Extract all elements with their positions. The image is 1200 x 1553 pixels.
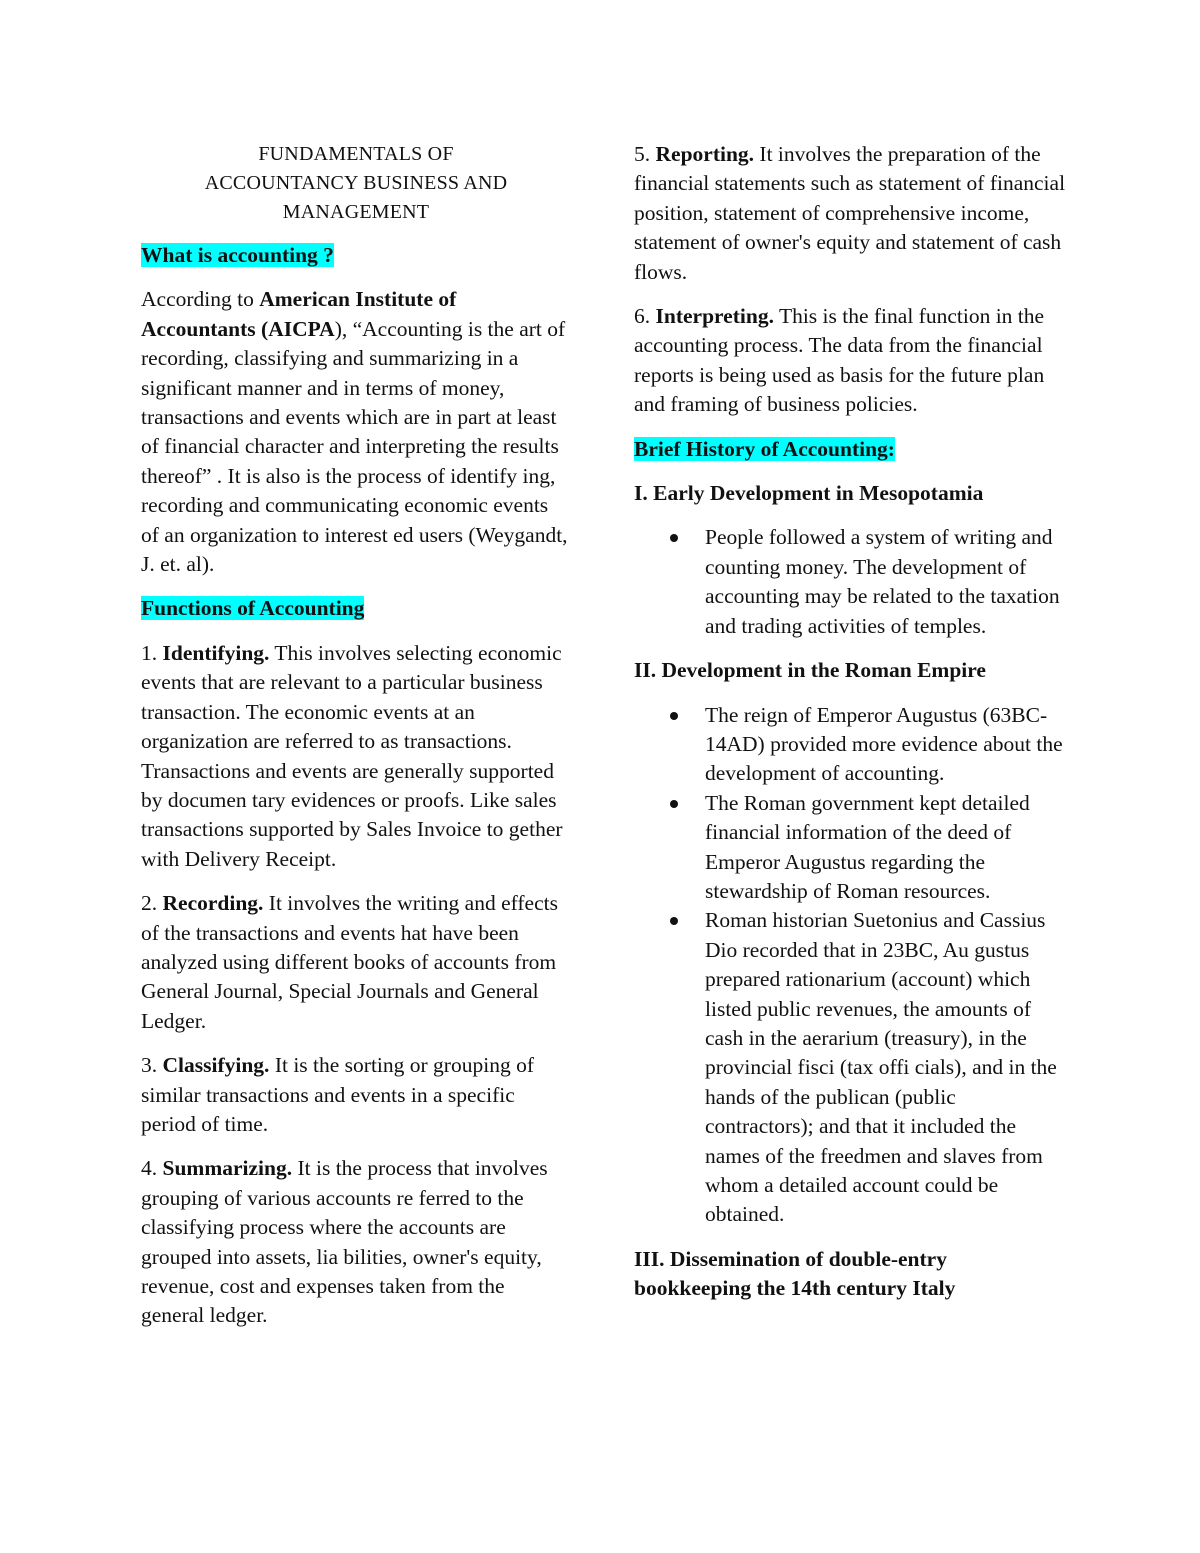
definition-intro: According to	[141, 287, 260, 312]
section-heading-roman-empire: II. Development in the Roman Empire	[634, 658, 986, 683]
bullet-icon	[670, 534, 678, 542]
function-description: It is the process that involves grouping of various accounts re ferred to the classifying process where the accounts are grouped into assets, lia bilities, owner's equity, revenue, cost and expenses taken from the general ledger.	[141, 1156, 548, 1328]
function-description: It involves the writing and effects of the transactions and events hat have been analyzed using different books of accounts from General Journal, Special Journals and General Ledger.	[141, 891, 558, 1033]
functions-highlight: Functions of Accounting	[141, 596, 365, 621]
what-is-accounting-heading	[141, 241, 571, 270]
function-item-summarizing	[141, 1154, 571, 1330]
function-description: This is the final function in the accounting process. The data from the financial reports is being used as basis for the future plan and framing of business policies.	[634, 304, 1045, 417]
list-item	[634, 523, 1066, 641]
history-heading	[634, 435, 1066, 464]
list-item	[634, 906, 1066, 1229]
function-number: 5.	[634, 142, 656, 166]
bullet-text: The Roman government kept detailed financial information of the deed of Emperor Augustus regarding the stewardship of Roman resources.	[705, 790, 1030, 903]
title-line-2: ACCOUNTANCY BUSINESS AND	[204, 172, 508, 194]
function-number: 3.	[141, 1053, 163, 1078]
function-number: 4.	[141, 1156, 163, 1181]
function-item-interpreting	[634, 302, 1066, 420]
function-item-recording	[141, 889, 571, 1036]
function-term: Classifying.	[162, 1053, 270, 1078]
definition-text: ), “Accounting is the art of recording, classifying and summarizing in a significant manner and in terms of money, transactions and events which are in part at least of financial character and interpreting the results thereof” . It is also is the process of identify ing, recording and communicating economic events of an organization to interest ed users (Weygandt, J. et. al).	[141, 316, 568, 577]
function-term: Summarizing.	[162, 1156, 293, 1181]
function-number: 6.	[634, 304, 656, 329]
function-number: 1.	[141, 640, 163, 665]
function-term: Identifying.	[162, 640, 270, 665]
function-item-classifying	[141, 1051, 571, 1139]
bullet-text: The reign of Emperor Augustus (63BC-14AD) provided more evidence about the development of accounting.	[705, 702, 1063, 786]
function-term: Interpreting.	[655, 304, 774, 329]
functions-heading	[141, 594, 571, 623]
bullet-icon	[670, 917, 678, 925]
roman-empire-bullet-list	[634, 701, 1066, 1230]
document-title	[141, 140, 571, 227]
bullet-text: People followed a system of writing and counting money. The development of accounting may be related to the taxation and trading activities of temples.	[705, 525, 1060, 638]
accounting-definition-paragraph	[141, 285, 571, 579]
bullet-icon	[670, 712, 678, 720]
bullet-icon	[670, 800, 678, 808]
function-description: This involves selecting economic events that are relevant to a particular business transaction. The economic events at an organization are referred to as transactions. Transactions and events are generally supported by documen tary evidences or proofs. Like sales transactions supported by Sales Invoice to gether with Delivery Receipt.	[141, 640, 563, 871]
definition-organization: American Institute of Accountants (AICPA	[141, 287, 457, 341]
section-heading-mesopotamia: I. Early Development in Mesopotamia	[634, 481, 984, 506]
function-description: It is the sorting or grouping of similar transactions and events in a specific period of time.	[141, 1053, 534, 1136]
mesopotamia-bullet-list	[634, 523, 1066, 641]
function-number: 2.	[141, 891, 163, 916]
section-heading-double-entry: III. Dissemination of double-entry bookkeeping the 14th century Italy	[634, 1246, 956, 1301]
list-item	[634, 789, 1066, 907]
right-column	[634, 140, 1066, 1319]
what-is-accounting-highlight: What is accounting ?	[141, 243, 334, 267]
title-line-3: MANAGEMENT	[282, 201, 430, 223]
function-description: It involves the preparation of the financial statements such as statement of financial position, statement of comprehensive income, statement of owner's equity and statement of cash flows.	[634, 142, 1066, 284]
function-term: Reporting.	[655, 142, 755, 166]
function-term: Recording.	[162, 891, 264, 916]
function-item-reporting	[634, 140, 1066, 287]
history-highlight: Brief History of Accounting:	[634, 436, 895, 461]
left-column	[141, 140, 571, 1346]
list-item	[634, 701, 1066, 789]
title-line-1: FUNDAMENTALS OF	[258, 143, 454, 165]
function-item-identifying	[141, 639, 571, 874]
bullet-text: Roman historian Suetonius and Cassius Dio recorded that in 23BC, Au gustus prepared rationarium (account) which listed public revenues, the amounts of cash in the aerarium (treasury), in the provincial fisci (tax offi cials), and in the hands of the publican (public contractors); and that it included the names of the freedmen and slaves from whom a detailed account could be obtained.	[705, 908, 1057, 1227]
